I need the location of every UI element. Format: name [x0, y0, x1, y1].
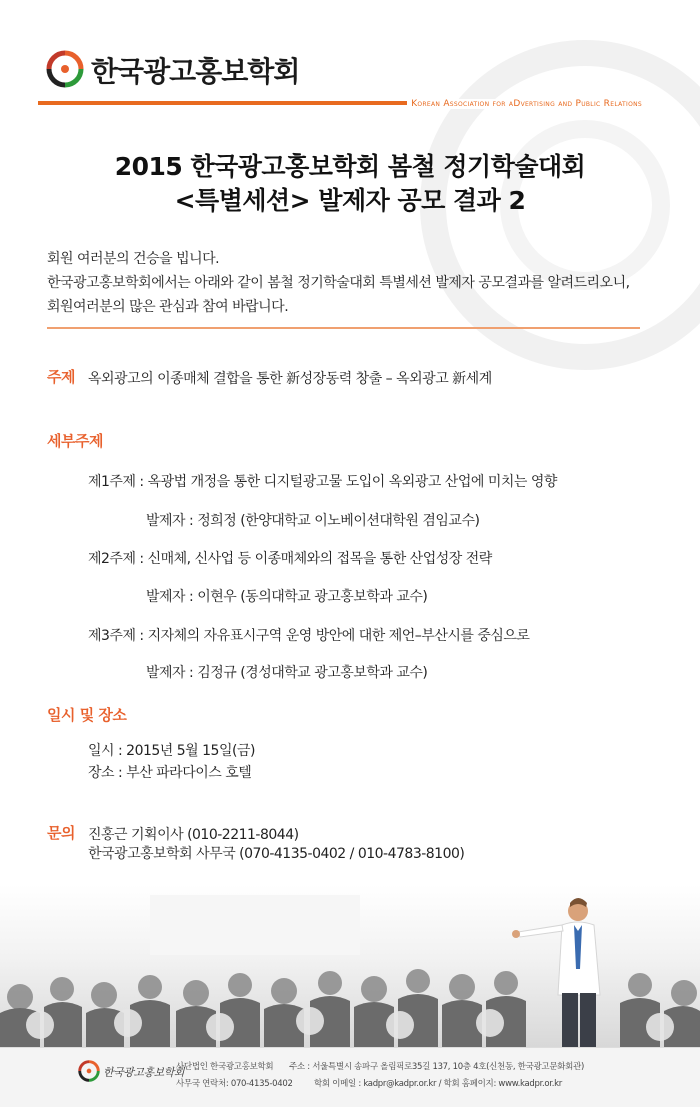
subtopic-1: 제1주제 : 옥광법 개정을 통한 디지털광고물 도입이 옥외광고 산업에 미치는 영향	[88, 474, 557, 490]
contact-label: 문의	[47, 824, 75, 842]
footer-address: 주소 : 서울특별시 송파구 올림픽로35길 137, 10층 4호(신천동, 한국광고문화회관)	[289, 1062, 584, 1072]
logo-icon	[46, 50, 84, 88]
subtopic-2: 제2주제 : 신매체, 신사업 등 이종매체와의 접목을 통한 산업성장 전략	[88, 551, 492, 567]
subtopic-2-presenter: 발제자 : 이현우 (동의대학교 광고홍보학과 교수)	[146, 589, 428, 605]
schedule-place: 장소 : 부산 파라다이스 호텔	[88, 765, 252, 781]
footer-org: 사단법인 한국광고홍보학회	[176, 1062, 274, 1072]
footer-logo-text: 한국광고홍보학회	[103, 1066, 185, 1079]
title-line-1: 2015 한국광고홍보학회 봄철 정기학술대회	[114, 152, 586, 181]
intro-line-1: 회원 여러분의 건승을 빕니다.	[47, 251, 220, 267]
contact-line-1: 진홍근 기획이사 (010-2211-8044)	[88, 827, 299, 843]
conference-photo	[0, 885, 700, 1047]
schedule-date: 일시 : 2015년 5월 15일(금)	[88, 743, 255, 759]
subtopic-3: 제3주제 : 지자체의 자유표시구역 운영 방안에 대한 제언–부산시를 중심으로	[88, 628, 530, 644]
subtopic-3-presenter: 발제자 : 김정규 (경성대학교 광고홍보학과 교수)	[146, 665, 428, 681]
title-line-2: <특별세션> 발제자 공모 결과 2	[174, 186, 526, 215]
footer-office-phone: 사무국 연락처: 070-4135-0402	[176, 1079, 293, 1089]
subtopic-1-presenter: 발제자 : 정희정 (한양대학교 이노베이션대학원 겸임교수)	[146, 513, 480, 529]
intro-line-3: 회원여러분의 많은 관심과 참여 바랍니다.	[47, 299, 289, 315]
logo-text: 한국광고홍보학회	[91, 55, 300, 88]
footer-logo-icon	[78, 1060, 100, 1082]
contact-line-2: 한국광고홍보학회 사무국 (070-4135-0402 / 010-4783-8100)	[88, 846, 465, 862]
intro-line-2: 한국광고홍보학회에서는 아래와 같이 봄철 정기학술대회 특별세션 발제자 공모결과를 알려드리오니,	[47, 275, 630, 291]
subtopics-label: 세부주제	[47, 432, 103, 450]
footer-email-web: 학회 이메일 : kadpr@kadpr.or.kr / 학회 홈페이지: www.kadpr.or.kr	[314, 1079, 562, 1089]
schedule-label: 일시 및 장소	[47, 706, 127, 724]
theme-label: 주제	[47, 368, 75, 386]
english-org-name: Korean Association for aDvertising and Public Relations	[407, 99, 642, 109]
divider	[47, 327, 640, 329]
theme-text: 옥외광고의 이종매체 결합을 통한 新성장동력 창출 – 옥외광고 新세계	[88, 371, 492, 387]
